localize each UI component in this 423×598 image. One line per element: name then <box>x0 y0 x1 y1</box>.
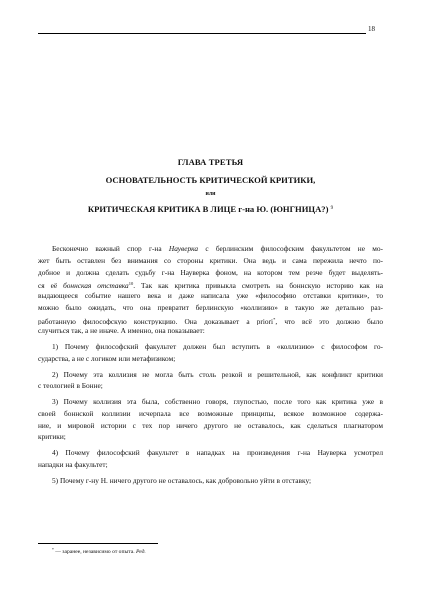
list-item-line: 4) Почему философский факультет в нападках на произведения г-на Науверка усмотрел <box>52 448 383 457</box>
chapter-subtitle-text: КРИТИЧЕСКАЯ КРИТИКА В ЛИЦЕ г-на Ю. (ЮНГНИЦА?) <box>87 204 329 214</box>
footnote-ref: 10 <box>128 281 134 287</box>
list-item-line: своей боннской коллизии исчерпала все возможные принципы, всякое возможное содержа- <box>38 408 383 418</box>
footnote-editor: Ред. <box>136 549 146 555</box>
list-item-line: нападки на факультет; <box>38 459 108 469</box>
italic-run: Науверка <box>168 244 199 253</box>
italic-run: боннская отставка <box>63 281 129 290</box>
chapter-heading <box>38 157 383 215</box>
chapter-title: ОСНОВАТЕЛЬНОСТЬ КРИТИЧЕСКОЙ КРИТИКИ, <box>105 175 316 185</box>
list-item-line: критики; <box>38 432 66 442</box>
list-item-line: 1) Почему философский факультет должен был вступить в «коллизию» с философом го- <box>52 342 383 351</box>
paragraph-line: можно было ожидать, что она превратит берлинскую «коллизию» в такую же детально раз- <box>38 302 383 312</box>
footnote-text: — заранее, независимо от опыта. <box>53 549 137 555</box>
text-run: . Так как критика привыкла смотреть на боннскую историю как на <box>133 281 383 290</box>
footnote-rule <box>38 543 158 544</box>
text-run: ся её <box>38 281 64 290</box>
chapter-subtitle <box>38 203 383 215</box>
footnote-mark: * <box>52 548 54 552</box>
text-run: с берлинским философским факультетом не мо- <box>198 244 383 253</box>
footnote-ref: * <box>273 316 276 322</box>
paragraph-line: выдающееся событие нашего века и даже написала уже «философию отставки критики», то <box>38 291 383 300</box>
paragraph-line: жет быть оставлен без внимания со стороны критики. Она ведь и сама пережила нечто по- <box>38 255 383 265</box>
paragraph-line <box>38 314 383 326</box>
text-run: , что всё это должно было <box>275 316 383 326</box>
text-run: работанную философскую конструкцию. Она доказывает a priori <box>38 316 274 326</box>
footnote <box>52 547 146 556</box>
list-item-line: 3) Почему коллизия эта была, собственно говоря, глупостью, после того как критика уже в <box>52 397 383 406</box>
paragraph-line <box>38 243 383 255</box>
body-text <box>38 243 383 486</box>
header-rule <box>38 33 366 34</box>
paragraph-line: случиться так, а не иначе. А именно, она показывает: <box>38 326 205 336</box>
list-item-line: ние, и мировой истории с тех пор ничего другого не оставалось, как сделаться плагиатором <box>38 420 383 430</box>
page-number: 18 <box>368 25 375 33</box>
chapter-label: ГЛАВА ТРЕТЬЯ <box>177 157 244 167</box>
subtitle-note-ref: 9 <box>330 206 334 211</box>
paragraph-line: добное и должна сделать судьбу г-на Науверка фоном, на котором тем резче будет выделять- <box>38 267 383 277</box>
list-item-line: 5) Почему г-ну Н. ничего другого не оставалось, как добровольно уйти в отставку; <box>52 475 312 485</box>
list-item-line: сударства, а не с логиком или метафизиком; <box>38 353 176 363</box>
list-item-line: 2) Почему эта коллизия не могла быть столь резкой и решительной, как конфликт критики <box>52 369 383 379</box>
list-item-line: с теологией в Бонне; <box>38 381 103 391</box>
paragraph-line <box>38 278 383 290</box>
text-run: Бесконечно важный спор г-на <box>52 244 169 253</box>
title-connector: или <box>205 191 216 197</box>
